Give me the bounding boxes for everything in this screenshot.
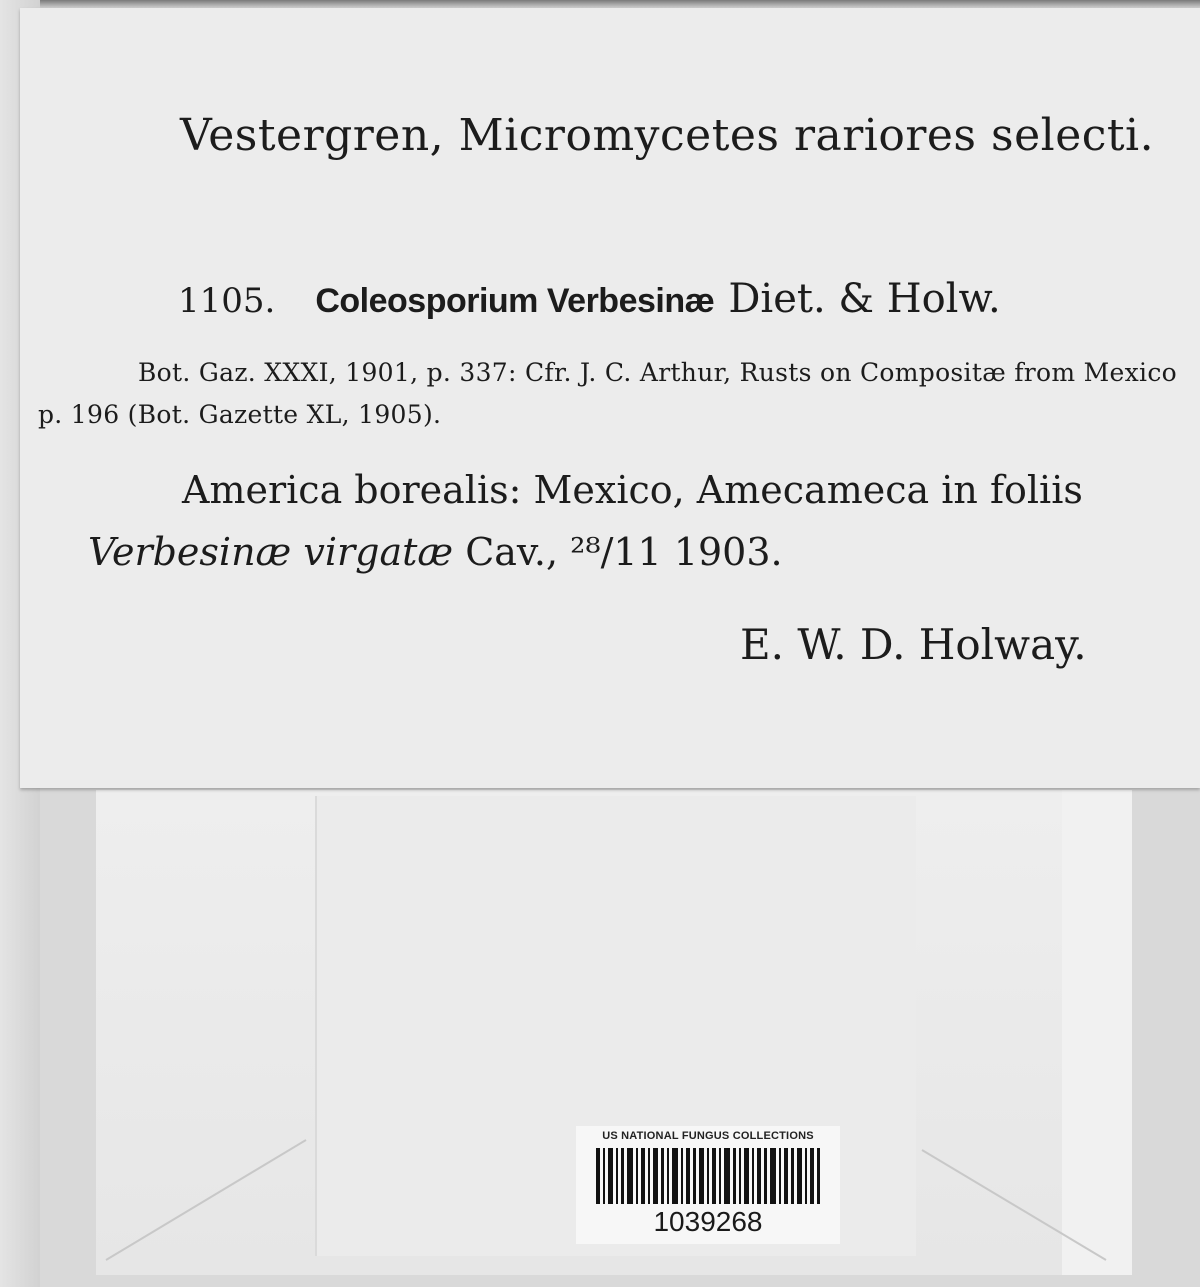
barcode-bars (596, 1148, 820, 1204)
host-author-date: Cav., ²⁸/11 1903. (453, 530, 783, 574)
collector-name: E. W. D. Holway. (740, 620, 1087, 669)
host-line (88, 530, 783, 574)
entry-line (178, 276, 1001, 322)
host-name: Verbesinæ virgatæ (88, 530, 454, 574)
top-edge-strip (0, 0, 1200, 8)
taxon-name: Coleosporium Verbesinæ (315, 282, 715, 320)
barcode-title: US NATIONAL FUNGUS COLLECTIONS (602, 1130, 814, 1142)
taxon-author: Diet. & Holw. (728, 276, 1001, 322)
barcode-number: 1039268 (653, 1206, 763, 1237)
series-title: Vestergren, Micromycetes rariores selecti. (180, 110, 1155, 161)
barcode-label (576, 1126, 840, 1244)
entry-number: 1105. (178, 281, 276, 321)
locality-line: America borealis: Mexico, Amecameca in foliis (182, 468, 1083, 512)
literature-citation: Bot. Gaz. XXXI, 1901, p. 337: Cfr. J. C. Arthur, Rusts on Compositæ from Mexico p. 196 (Bot. Gazette XL, 1905). (38, 358, 1177, 429)
